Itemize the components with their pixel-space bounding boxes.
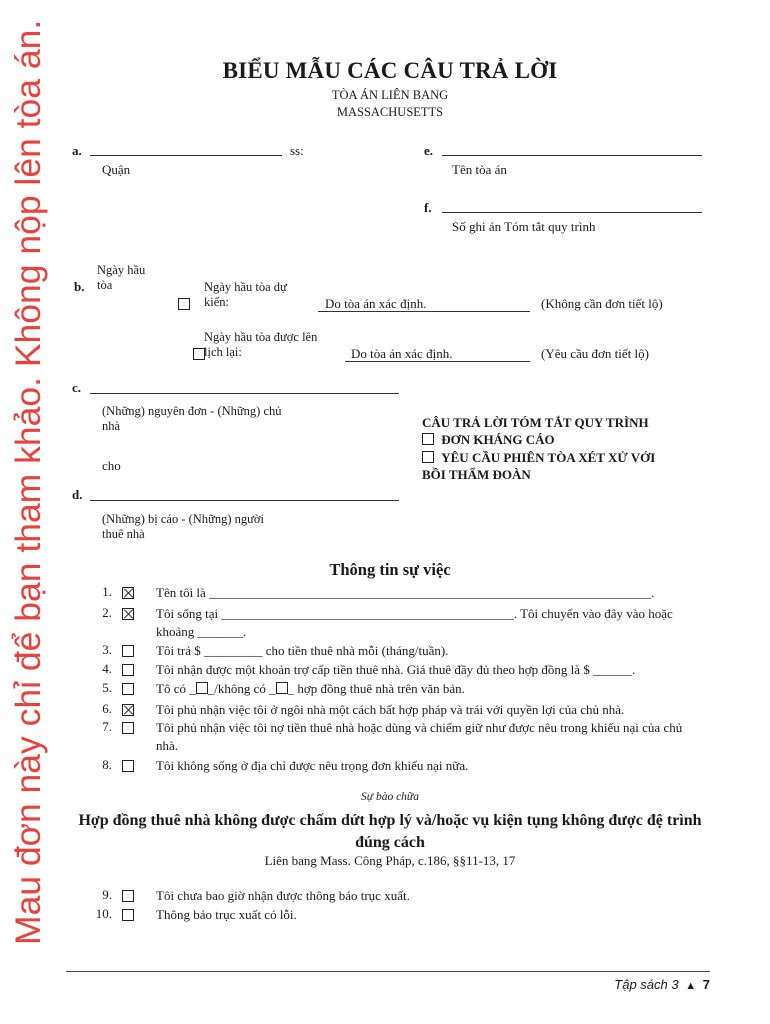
defendants-label: (Những) bị cáo - (Những) người thuê nhà: [102, 512, 264, 541]
no-lease-checkbox[interactable]: [276, 682, 288, 694]
fact-number: 7.: [102, 719, 112, 734]
docket-input-line[interactable]: [442, 212, 702, 213]
answer-option-jury: [422, 449, 682, 483]
page-footer: [560, 977, 710, 992]
defense-label: Sự bào chữa: [361, 791, 419, 803]
fact-checkbox[interactable]: [122, 645, 134, 657]
triangle-icon: ▲: [685, 980, 697, 992]
fact-text: [156, 680, 711, 698]
fact-number: 3.: [102, 642, 112, 657]
fact-text: Tôi sống tại _____________________________________________. Tôi chuyển vào đây vào hoặc khoảng _______.: [156, 606, 673, 639]
fact-number: 2.: [102, 605, 112, 620]
answer-title: CÂU TRẢ LỜI TÓM TẮT QUY TRÌNH: [422, 415, 649, 430]
appeal-label: ĐƠN KHÁNG CÁO: [441, 432, 555, 447]
fact-text: Tôi nhận được một khoản trợ cấp tiền thuê nhà. Giá thuê đầy đủ theo hợp đồng là $ ______.: [156, 662, 636, 677]
court-name-label: Tên tòa án: [452, 162, 507, 177]
rescheduled-date-label: Ngày hầu tòa được lên lịch lại:: [204, 330, 318, 359]
scheduled-date-label: Ngày hầu tòa dự kiến:: [204, 280, 287, 309]
state-heading: MASSACHUSETTS: [336, 105, 444, 119]
county-label: Quận: [102, 162, 131, 177]
defense-checkbox[interactable]: [122, 909, 134, 921]
defense-citation: Liên bang Mass. Công Pháp, c.186, §§11-13, 17: [264, 853, 516, 868]
fact-checkbox[interactable]: [122, 704, 134, 716]
defense-text: Tôi chưa bao giờ nhận được thông báo trục xuất.: [156, 888, 410, 903]
fact-checkbox[interactable]: [122, 683, 134, 695]
defense-checkbox[interactable]: [122, 890, 134, 902]
defense-number: 9.: [102, 887, 112, 902]
facts-heading: Thông tin sự việc: [329, 560, 451, 579]
defense-text: Thông báo trục xuất có lỗi.: [156, 907, 297, 922]
label-e: e.: [424, 143, 434, 158]
plaintiff-input-line[interactable]: [90, 393, 399, 394]
fact-checkbox[interactable]: [122, 760, 134, 772]
footer-divider: [66, 971, 710, 972]
plaintiffs-label: (Những) nguyên đơn - (Những) chủ nhà: [102, 404, 282, 433]
answer-option-appeal: [422, 432, 555, 448]
label-f: f.: [424, 200, 432, 215]
fact-text: Tôi không sống ở địa chỉ được nêu trọng đơn khiếu nại nữa.: [156, 758, 469, 773]
lease-text-b: _/không có _: [207, 681, 276, 696]
fact-text: Tôi phủ nhận việc tôi nợ tiền thuê nhà hoặc dùng và chiếm giữ như được nêu trong khiếu nại của chủ nhà.: [156, 720, 683, 753]
lease-text-c: _ hợp đồng thuê nhà trên văn bản.: [287, 681, 465, 696]
rescheduled-date-value: Do tòa án xác định.: [351, 346, 453, 361]
fact-number: 5.: [102, 680, 112, 695]
court-name-input-line[interactable]: [442, 155, 702, 156]
defense-number: 10.: [95, 906, 112, 921]
scheduled-date-value: Do tòa án xác định.: [325, 296, 427, 311]
lease-text-a: Tô có _: [156, 681, 196, 696]
rescheduled-date-note: (Yêu cầu đơn tiết lộ): [541, 346, 649, 361]
fact-text: Tôi trả $ _________ cho tiền thuê nhà mỗi (tháng/tuần).: [156, 643, 449, 658]
rescheduled-date-line: [345, 361, 530, 362]
label-a: a.: [72, 143, 82, 158]
form-title: BIỂU MẪU CÁC CÂU TRẢ LỜI: [222, 58, 558, 83]
watermark: Mau đơn này chỉ để bạn tham khảo. Không nộp lên tòa án.: [8, 19, 48, 945]
fact-checkbox[interactable]: [122, 587, 134, 599]
appeal-checkbox[interactable]: [422, 433, 434, 445]
fact-checkbox[interactable]: [122, 664, 134, 676]
court-name-heading: TÒA ÁN LIÊN BANG: [331, 88, 449, 102]
label-b: b.: [74, 279, 85, 294]
fact-number: 6.: [102, 701, 112, 716]
fact-number: 1.: [102, 584, 112, 599]
scheduled-date-checkbox[interactable]: [178, 298, 190, 310]
scheduled-date-note: (Không cần đơn tiết lộ): [541, 296, 663, 311]
versus-label: cho: [102, 458, 121, 473]
fact-text: Tên tôi là ____________________________________________________________________.: [156, 585, 655, 600]
fact-checkbox[interactable]: [122, 722, 134, 734]
jury-trial-label: YÊU CẦU PHIÊN TÒA XÉT XỬ VỚI BỒI THẨM ĐOÀN: [422, 450, 656, 482]
label-c: c.: [72, 380, 82, 395]
defense-heading: Hợp đồng thuê nhà không được chấm dứt hợp lý và/hoặc vụ kiện tụng không được đệ trình đúng cách: [78, 812, 702, 851]
fact-checkbox[interactable]: [122, 608, 134, 620]
booklet-label: Tập sách 3: [614, 977, 679, 992]
has-lease-checkbox[interactable]: [196, 682, 208, 694]
fact-text: Tôi phủ nhận việc tôi ở ngôi nhà một cách bất hợp pháp và trái với quyền lợi của chủ nhà.: [156, 702, 625, 717]
ss-label: ss:: [290, 143, 304, 158]
defendant-input-line[interactable]: [90, 500, 399, 501]
docket-label: Số ghi án Tóm tắt quy trình: [452, 219, 596, 234]
county-input-line[interactable]: [90, 155, 282, 156]
jury-trial-checkbox[interactable]: [422, 451, 434, 463]
fact-number: 4.: [102, 661, 112, 676]
hearing-date-label: Ngày hầu tòa: [97, 263, 146, 292]
page-number: 7: [702, 977, 710, 992]
fact-number: 8.: [102, 757, 112, 772]
label-d: d.: [72, 487, 83, 502]
scheduled-date-line: [318, 311, 530, 312]
